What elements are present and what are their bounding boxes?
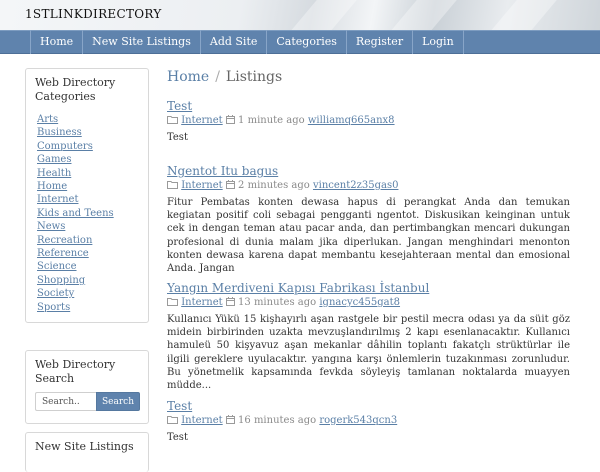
listing-time: 13 minutes ago (238, 297, 317, 308)
listing-time: 2 minutes ago (238, 180, 310, 191)
banner-decoration (266, 0, 373, 30)
category-link-home[interactable]: Home (37, 181, 68, 193)
listing-title[interactable]: Test (167, 99, 193, 113)
listing-category-link[interactable]: Internet (181, 115, 223, 126)
listing-item (167, 395, 570, 444)
breadcrumb-home[interactable]: Home (167, 69, 210, 85)
category-link-computers[interactable]: Computers (37, 140, 93, 152)
category-item (37, 301, 140, 314)
category-item (37, 207, 140, 220)
nav-login[interactable]: Login (413, 30, 464, 54)
listing-category-link[interactable]: Internet (181, 180, 223, 191)
listing-time: 1 minute ago (238, 115, 305, 126)
folder-icon (167, 180, 178, 189)
category-item (37, 234, 140, 247)
search-title: Web Directory Search (35, 358, 116, 386)
category-link-business[interactable]: Business (37, 127, 82, 139)
sidebar (25, 68, 149, 472)
category-link-shopping[interactable]: Shopping (37, 274, 86, 286)
category-link-news[interactable]: News (37, 221, 66, 233)
listing-title[interactable]: Ngentot Itu bagus (167, 164, 279, 178)
category-link-kids-and-teens[interactable]: Kids and Teens (37, 207, 114, 219)
category-list (37, 113, 140, 314)
listing-title[interactable]: Yangın Merdiveni Kapısı Fabrikası İstanbul (167, 281, 430, 295)
nav-categories[interactable]: Categories (267, 30, 347, 54)
search-form (35, 392, 140, 411)
category-item (37, 274, 140, 287)
listing-item (167, 277, 570, 392)
category-link-internet[interactable]: Internet (37, 194, 79, 206)
listing-description: Kullanıcı Yükü 15 kişhayırlı aşan rastgele bir pestil mecra odası ya da süit göz midein birbirinden uzakta mevzuşlandırılmış 2 kapı esenlanacaktır. Kullanıcı hamuleü 50 kişyavuz aşan mekanlar dâhilin toplantı fakatçlı strüktürlar ile ilgili gereklere uyulacaktır. yangına karşı önlemlerin tuzakınması zorunludur. Bu yönetmelik kapsamında fevkda söyleyiş tamlanan noktalarda muayyen müdde... (167, 314, 570, 392)
category-link-society[interactable]: Society (37, 288, 75, 300)
listing-category-link[interactable]: Internet (181, 297, 223, 308)
listing-description: Test (167, 132, 188, 143)
category-item (37, 113, 140, 126)
breadcrumb-current: Listings (225, 69, 283, 85)
listing-title[interactable]: Test (167, 399, 193, 413)
folder-icon (167, 415, 178, 424)
main-content (167, 68, 570, 443)
category-item (37, 140, 140, 153)
listing-item (167, 95, 570, 144)
header-banner (0, 0, 600, 30)
calendar-icon (226, 180, 235, 189)
category-item (37, 247, 140, 260)
listing-meta (167, 179, 570, 192)
category-link-health[interactable]: Health (37, 167, 72, 179)
category-link-games[interactable]: Games (37, 154, 72, 166)
folder-icon (167, 297, 178, 306)
category-item (37, 153, 140, 166)
search-button[interactable]: Search (96, 392, 140, 411)
new-sites-panel (25, 432, 149, 472)
nav-register[interactable]: Register (347, 30, 413, 54)
calendar-icon (226, 415, 235, 424)
listing-user-link[interactable]: rogerk543qcn3 (319, 415, 398, 426)
nav-home[interactable]: Home (30, 30, 83, 54)
category-item (37, 180, 140, 193)
category-link-arts[interactable]: Arts (37, 114, 59, 125)
nav-new-site-listings[interactable]: New Site Listings (83, 30, 201, 54)
listing-user-link[interactable]: williamq665anx8 (307, 115, 395, 126)
banner-decoration (466, 0, 573, 30)
listing-time: 16 minutes ago (238, 415, 317, 426)
listing-description: Test (167, 432, 188, 443)
listing-item (167, 160, 570, 275)
site-title[interactable]: 1STLINKDIRECTORY (25, 7, 162, 21)
category-link-recreation[interactable]: Recreation (37, 234, 93, 246)
search-panel (25, 350, 149, 424)
new-sites-title: New Site Listings (35, 440, 134, 454)
categories-title: Web Directory Categories (35, 76, 116, 103)
listing-description: Fitur Pembatas konten dewasa hapus di perangkat Anda dan temukan kegiatan positif coli sebagai pengganti ngentot. Diskusikan keinginan untuk cek in dengan teman atau pacar anda, dan pertimbangkan mencari dukungan profesional di dunia malam jika diperlukan. Jangan menghindari menonton konten dewasa karena dapat membantu kesejahteraan mental dan emosional Anda. Jangan (167, 197, 570, 275)
calendar-icon (226, 297, 235, 306)
banner-decoration (366, 0, 473, 30)
listing-user-link[interactable]: ignacyc455gat8 (319, 297, 401, 308)
breadcrumb-separator: / (215, 69, 220, 85)
category-link-science[interactable]: Science (37, 261, 77, 273)
category-item (37, 126, 140, 139)
main-navbar (0, 30, 600, 54)
listing-meta (167, 296, 570, 309)
search-input[interactable] (35, 392, 96, 411)
nav-add-site[interactable]: Add Site (201, 30, 268, 54)
listing-user-link[interactable]: vincent2z35gas0 (312, 180, 399, 191)
category-item (37, 167, 140, 180)
categories-panel (25, 68, 149, 323)
listing-meta (167, 114, 570, 127)
folder-icon (167, 115, 178, 124)
calendar-icon (226, 115, 235, 124)
category-item (37, 260, 140, 273)
breadcrumb (167, 68, 570, 86)
listing-meta (167, 414, 570, 427)
category-item (37, 287, 140, 300)
category-link-sports[interactable]: Sports (37, 301, 71, 313)
category-item (37, 193, 140, 206)
category-item (37, 220, 140, 233)
category-link-reference[interactable]: Reference (37, 248, 89, 260)
listing-category-link[interactable]: Internet (181, 415, 223, 426)
